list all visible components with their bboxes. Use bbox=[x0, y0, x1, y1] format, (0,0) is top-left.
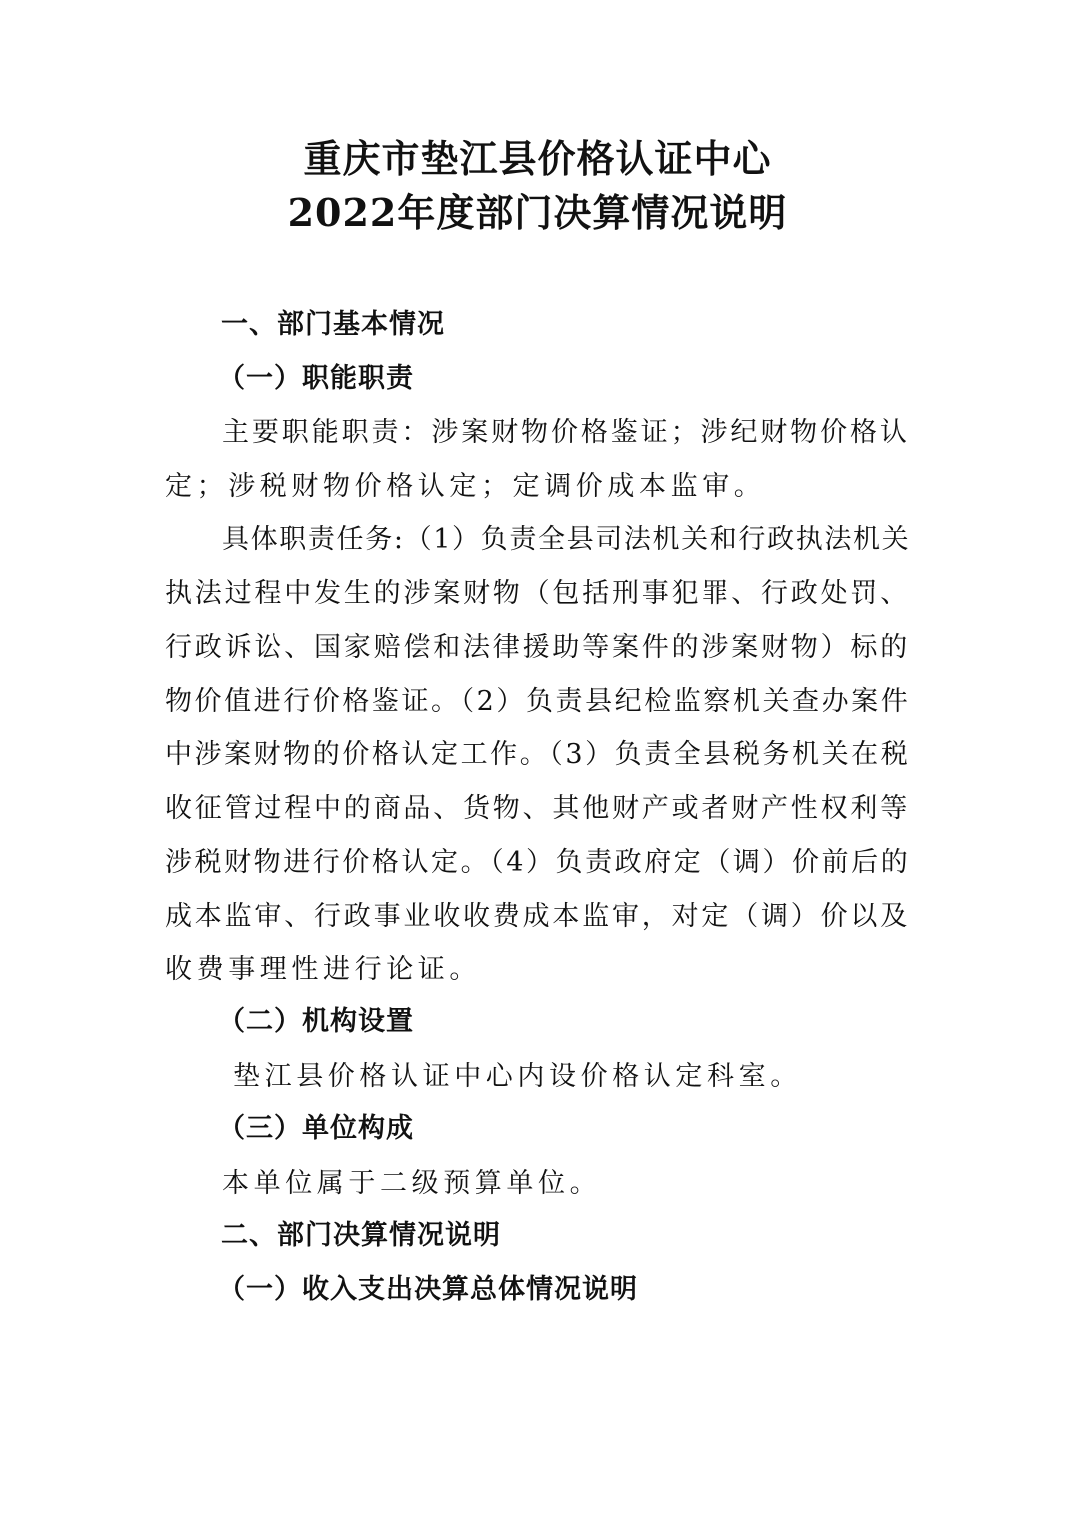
tasks-line: 涉税财物进行价格认定。（4）负责政府定（调）价前后的 bbox=[165, 847, 911, 878]
tasks-line: 收费事理性进行论证。 bbox=[165, 954, 481, 985]
org-text: 垫江县价格认证中心内设价格认定科室。 bbox=[233, 1061, 802, 1092]
tasks-line: 行政诉讼、国家赔偿和法律援助等案件的涉案财物）标的 bbox=[165, 632, 910, 663]
unit-text: 本单位属于二级预算单位。 bbox=[222, 1168, 602, 1199]
duties-line: 定；涉税财物价格认定；定调价成本监审。 bbox=[165, 471, 766, 502]
section2-heading: 二、部门决算情况说明 bbox=[221, 1220, 501, 1251]
sub4-heading: （一）收入支出决算总体情况说明 bbox=[218, 1274, 638, 1305]
tasks-line: 物价值进行价格鉴证。（2）负责县纪检监察机关查办案件 bbox=[165, 686, 911, 717]
duties-line: 主要职能职责：涉案财物价格鉴证；涉纪财物价格认 bbox=[222, 417, 910, 448]
tasks-line: 具体职责任务:（1）负责全县司法机关和行政执法机关 bbox=[222, 524, 911, 555]
document-title-line2: 2022年度部门决算情况说明 bbox=[287, 190, 788, 235]
section1-heading: 一、部门基本情况 bbox=[221, 309, 445, 340]
tasks-line: 成本监审、行政事业收收费成本监审，对定（调）价以及 bbox=[165, 901, 910, 932]
tasks-line: 收征管过程中的商品、货物、其他财产或者财产性权利等 bbox=[165, 793, 910, 824]
tasks-line: 执法过程中发生的涉案财物（包括刑事犯罪、行政处罚、 bbox=[165, 578, 910, 609]
sub2-heading: （二）机构设置 bbox=[218, 1006, 414, 1037]
tasks-line: 中涉案财物的价格认定工作。（3）负责全县税务机关在税 bbox=[165, 739, 911, 770]
document-title-line1: 重庆市垫江县价格认证中心 bbox=[303, 136, 772, 181]
sub3-heading: （三）单位构成 bbox=[218, 1113, 414, 1144]
sub1-heading: （一）职能职责 bbox=[218, 363, 414, 394]
